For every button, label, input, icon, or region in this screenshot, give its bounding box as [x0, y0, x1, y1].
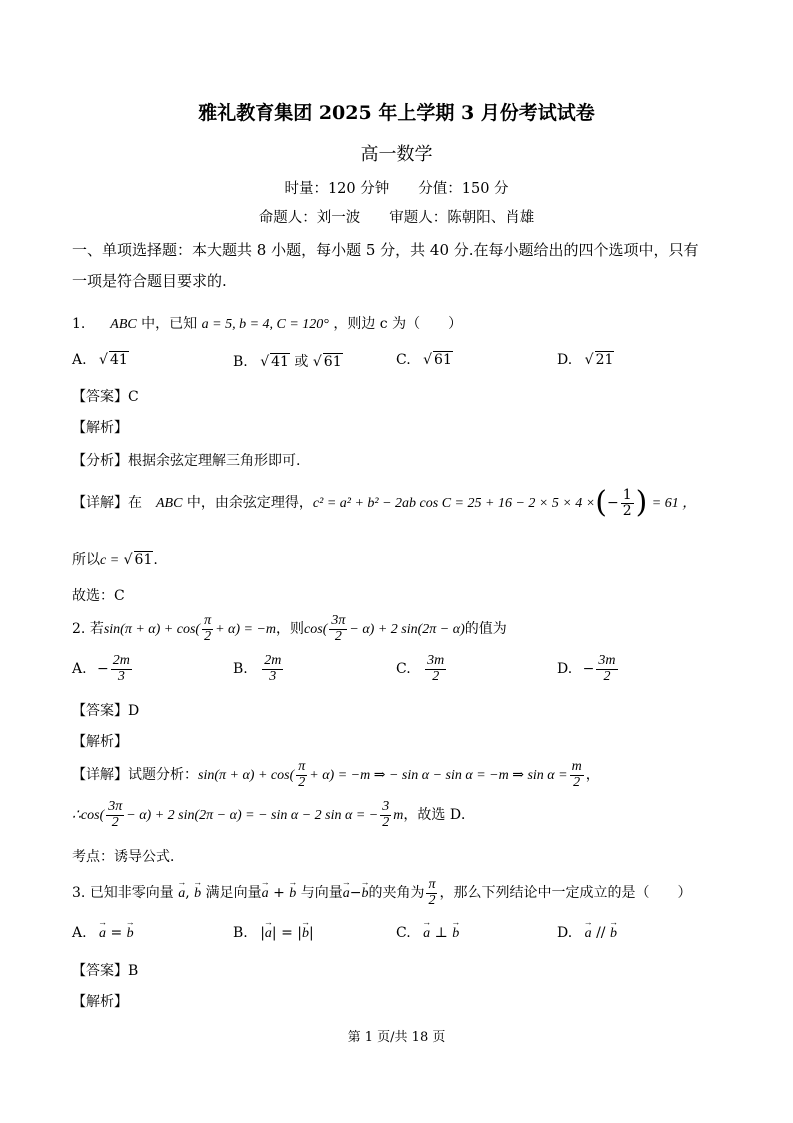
option-label: D. — [557, 661, 573, 678]
stem-text: 的值为 — [464, 621, 507, 638]
answer-label: 【答案】 — [72, 703, 128, 719]
frac-num: 3m — [598, 653, 616, 668]
exam-subtitle: 高一数学 — [360, 144, 433, 165]
question-number: 3. — [72, 885, 86, 902]
frac-den: 2 — [382, 814, 390, 830]
triangle-name: ABC — [156, 496, 183, 512]
frac-num: π — [298, 759, 306, 774]
frac-num: m — [571, 759, 582, 774]
fraction — [425, 654, 446, 684]
stem-text: ，则 — [276, 621, 305, 638]
q3-option-b: B. |→ a| = |→ b| — [233, 925, 314, 942]
stem-expr: + α) = −m — [215, 622, 277, 638]
choose-text: ，故选 D． — [403, 807, 476, 824]
option-label: A. — [72, 352, 87, 368]
vector-b: → b — [452, 926, 459, 942]
q3-option-d: D. → a // → b — [557, 925, 617, 942]
q2-option-a — [72, 654, 134, 684]
vector-a: → a — [265, 926, 272, 942]
q1-fenxi — [72, 450, 300, 470]
q1-choose: 故选：C — [72, 588, 125, 604]
frac-num: π — [204, 613, 212, 628]
q1-answer — [72, 386, 139, 406]
fraction — [106, 800, 124, 830]
q2-analysis-label: 【解析】 — [72, 734, 128, 750]
vector-a: → a — [423, 926, 430, 942]
therefore-expr: − α) + 2 sin(2π − α) = − sin α − 2 sin α = − — [126, 808, 379, 824]
option-label: B. — [233, 925, 248, 941]
option-label: B. — [233, 354, 248, 370]
option-label: D. — [557, 352, 573, 368]
option-value: 61 — [434, 352, 452, 368]
m-var: m — [393, 808, 404, 824]
frac-den: 2 — [204, 628, 212, 644]
frac-num: 2m — [112, 653, 130, 668]
q1-option-b: B. √ 41 或 √ 61 — [233, 354, 342, 370]
option-label: C. — [396, 661, 411, 678]
detail-label: 【详解】 — [72, 495, 128, 512]
therefore-expr: ∴cos( — [72, 808, 105, 824]
q3-answer — [72, 960, 138, 980]
fraction — [426, 878, 437, 908]
frac-den: 2 — [428, 892, 436, 908]
page-footer: 第 1 页/共 18 页 — [347, 1030, 446, 1045]
vector-a: → a — [343, 886, 350, 902]
option-label: C. — [396, 352, 411, 368]
question-1-stem — [72, 313, 462, 333]
detail-text: 在 — [128, 495, 156, 512]
q1-analysis-label: 【解析】 — [72, 420, 128, 436]
fenxi-text: 根据余弦定理解三角形即可. — [128, 453, 301, 469]
question-number: 2. — [72, 621, 86, 638]
frac-den: 2 — [622, 502, 632, 519]
fraction — [111, 654, 132, 684]
frac-num: 1 — [622, 487, 632, 503]
fraction — [329, 614, 347, 644]
q2-option-b — [233, 654, 285, 684]
detail-text: 试题分析： — [128, 767, 198, 784]
section-heading-line1: 一、单项选择题：本大题共 8 小题，每小题 5 分，共 40 分.在每小题给出的四个选项中，只有 — [72, 241, 699, 259]
vector-b: → b — [361, 886, 368, 902]
option-label: D. — [557, 925, 573, 941]
frac-num: 3π — [108, 799, 123, 814]
frac-num: π — [428, 877, 436, 892]
frac-den: 3 — [269, 668, 277, 684]
conclusion-value: 61 — [134, 552, 153, 568]
q1-option-c: C. √ 61 — [396, 352, 452, 368]
q1-conclusion: 所以c = √ 61. — [72, 552, 158, 568]
q2-option-c — [396, 654, 448, 684]
vector-a: → a — [585, 926, 592, 942]
vector-b: → b — [302, 926, 309, 942]
stem-text: 中，已知 — [141, 316, 198, 332]
option-or: 或 — [289, 354, 313, 370]
fraction — [380, 800, 391, 830]
q3-option-a: A. → a = → b — [72, 925, 134, 942]
option-label: A. — [72, 661, 87, 678]
stem-text-end: ，则边 c 为（ ） — [333, 316, 463, 332]
answer-value: B — [128, 963, 139, 979]
option-value: 61 — [323, 354, 342, 370]
triangle-name: ABC — [110, 317, 137, 332]
right-paren: ) — [635, 485, 648, 521]
exam-title: 雅礼教育集团 2025 年上学期 3 月份考试试卷 — [198, 102, 595, 124]
answer-value: D — [128, 703, 140, 719]
frac-den: 3 — [117, 668, 125, 684]
detail-label: 【详解】 — [72, 767, 128, 784]
option-label: A. — [72, 925, 87, 941]
cosine-law-expr: c² = a² + b² − 2ab cos C = 25 + 16 − 2 × 5 × 4 × — [312, 496, 596, 512]
stem-text: 已知非零向量 — [89, 885, 174, 902]
stem-expr: cos( — [304, 622, 328, 638]
stem-text: ，那么下列结论中一定成立的是（ ） — [439, 885, 692, 902]
detail-expr: sin(π + α) + cos( — [198, 768, 295, 784]
fraction — [596, 654, 617, 684]
q2-answer — [72, 700, 139, 720]
option-value: 41 — [109, 352, 128, 368]
detail-expr: + α) = −m ⇒ − sin α − sin α = −m ⇒ sin α = — [309, 768, 568, 784]
frac-den: 2 — [111, 814, 119, 830]
fraction — [570, 760, 584, 790]
condition-expr: a = 5, b = 4, C = 120° — [201, 317, 329, 332]
question-3-stem: 3. 已知非零向量 → a, → b 满足向量→ a + → b 与向量→ a−→ b的夹角为 $\frac{\pi}{2}$ ，那么下列结论中一定成立的是（ ） — [72, 878, 691, 908]
frac-den: 2 — [298, 774, 306, 790]
stem-text: 满足向量 — [205, 885, 262, 902]
vector-a: → a — [99, 926, 106, 942]
detail-text: 中，由余弦定理得， — [182, 495, 313, 512]
frac-num: 2m — [264, 653, 282, 668]
stem-text: 与向量 — [300, 885, 343, 902]
q3-analysis-label: 【解析】 — [72, 994, 128, 1010]
frac-den: 2 — [334, 628, 342, 644]
frac-num: 3 — [382, 799, 390, 814]
fraction — [621, 488, 634, 518]
stem-text: 的夹角为 — [368, 885, 425, 902]
vector-b: → b — [194, 886, 201, 902]
section-heading-line2: 一项是符合题目要求的. — [72, 272, 227, 290]
frac-num: 3m — [427, 653, 445, 668]
q1-option-d: D. √ 21 — [557, 352, 614, 368]
q3-option-c: C. → a ⊥ → b — [396, 925, 459, 942]
time-info: 时量：120 分钟 分值：150 分 — [284, 181, 509, 197]
q1-option-a: A. √ 41 — [72, 352, 128, 368]
option-label: C. — [396, 925, 411, 941]
conclusion-expr: c = — [100, 553, 120, 568]
conclusion-text: 所以 — [72, 552, 100, 568]
vector-b: → b — [610, 926, 617, 942]
vector-b: → b — [289, 886, 296, 902]
stem-expr: − α) + 2 sin(2π − α) — [349, 622, 465, 638]
stem-text: 若 — [89, 621, 104, 638]
fraction — [296, 760, 307, 790]
vector-b: → b — [127, 926, 134, 942]
fraction — [262, 654, 283, 684]
authors-info: 命题人：刘一波 审题人：陈朝阳、肖雄 — [258, 210, 535, 226]
minus-sign: − — [97, 661, 109, 678]
left-paren: ( — [595, 485, 607, 521]
fenxi-label: 【分析】 — [72, 453, 128, 469]
answer-label: 【答案】 — [72, 389, 128, 405]
vector-a: → a — [178, 886, 185, 902]
stem-expr: sin(π + α) + cos( — [103, 622, 201, 638]
fraction — [202, 614, 213, 644]
option-value: 21 — [595, 352, 614, 368]
option-value: 41 — [271, 354, 289, 370]
q2-kaodian: 考点：诱导公式． — [72, 849, 184, 865]
option-label: B. — [233, 661, 248, 678]
frac-den: 2 — [603, 668, 611, 684]
minus-sign: − — [582, 661, 595, 678]
answer-label: 【答案】 — [72, 963, 128, 979]
frac-den: 2 — [573, 774, 581, 790]
vector-a: → a — [262, 886, 269, 902]
result-expr: = 61 ， — [651, 496, 697, 512]
q2-detail — [72, 760, 600, 790]
q2-option-d — [557, 654, 620, 684]
comma: ， — [585, 767, 600, 784]
period: . — [153, 552, 158, 568]
q1-detail: 【详解】在 ABC 中，由余弦定理得，c² = a² + b² − 2ab cos C = 25 + 16 − 2 × 5 × 4 ×(− $\frac{1}{2}$ ) = 61 ， — [72, 485, 697, 521]
frac-num: 3π — [331, 613, 346, 628]
frac-den: 2 — [432, 668, 440, 684]
q2-therefore — [72, 800, 475, 830]
question-2-stem — [72, 614, 507, 644]
question-number: 1. — [72, 316, 86, 332]
answer-value: C — [128, 389, 139, 405]
